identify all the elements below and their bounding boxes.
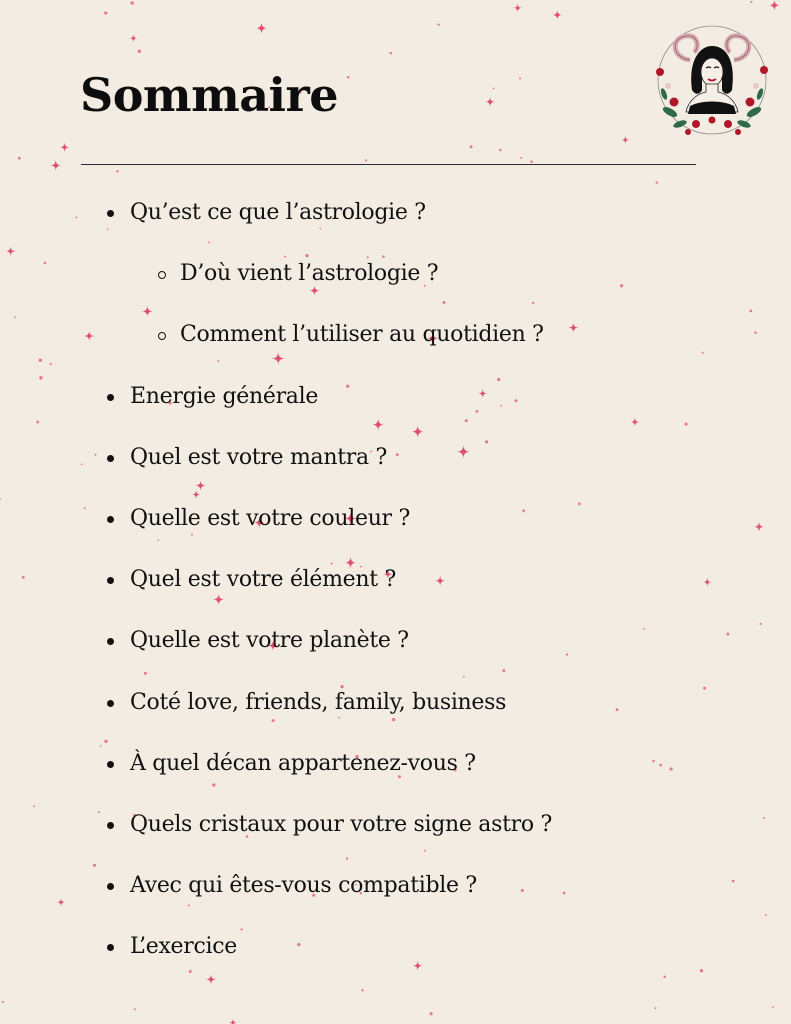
toc-item: Quel est votre mantra ? [130,444,387,470]
bullet-icon [107,516,114,523]
bullet-icon [107,577,114,584]
toc-item: Coté love, friends, family, business [130,689,507,715]
bullet-icon [107,638,114,645]
toc-subitem: Comment l’utiliser au quotidien ? [180,322,544,348]
page-title: Sommaire [80,68,339,122]
toc-item: Avec qui êtes-vous compatible ? [130,873,477,899]
bullet-icon [107,761,114,768]
bullet-icon [107,944,114,951]
sub-bullet-icon [158,332,166,340]
toc-item: Quelle est votre planète ? [130,628,409,654]
bullet-icon [107,822,114,829]
toc-item: Qu’est ce que l’astrologie ? [130,200,426,225]
toc-item: À quel décan appartenez-vous ? [130,750,476,776]
bullet-icon [107,210,114,217]
toc-item: Quelle est votre couleur ? [130,506,410,531]
toc-item: L’exercice [130,934,237,960]
toc-subitem: D’où vient l’astrologie ? [180,261,439,287]
toc-item: Quel est votre élément ? [130,567,396,593]
bullet-icon [107,700,114,707]
bullet-icon [107,394,114,401]
sub-bullet-icon [158,271,166,279]
toc-item: Quels cristaux pour votre signe astro ? [130,812,552,837]
bullet-icon [107,455,114,462]
toc-item: Energie générale [130,383,319,409]
bullet-icon [107,883,114,890]
